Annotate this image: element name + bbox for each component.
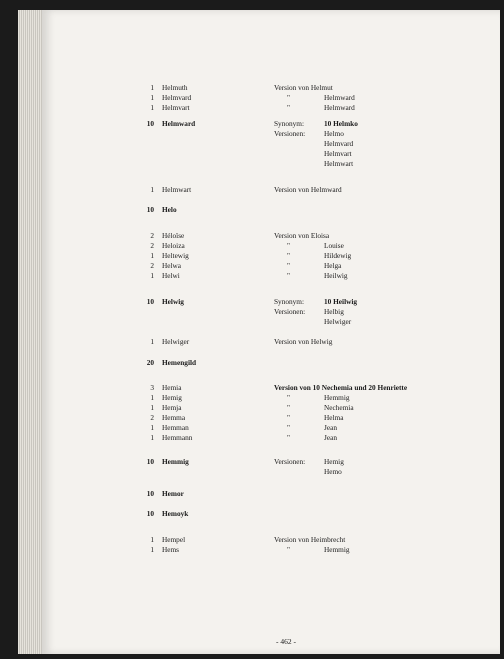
book (18, 10, 500, 654)
entry-info: " (287, 103, 290, 112)
entry-frequency: 1 (150, 535, 154, 544)
entry-value: Hemmig (324, 545, 350, 554)
entry-name: Helwig (162, 297, 184, 306)
entry-name: Hemja (162, 403, 182, 412)
entry-name: Helmwart (162, 185, 192, 194)
entry-name: Hemengild (162, 358, 197, 367)
entry-value: Helmward (324, 103, 355, 112)
entry-frequency: 1 (150, 403, 154, 412)
entry-info: Version von Eloisa (274, 231, 330, 240)
entry-value: Helmo (324, 129, 344, 138)
page-number: - 462 - (276, 637, 296, 646)
entry-frequency: 2 (150, 231, 154, 240)
entry-frequency: 10 (146, 205, 154, 214)
entry-info: Version von 10 Nechemia und 20 Henriette (274, 383, 408, 392)
entry-frequency: 1 (150, 433, 154, 442)
page-edges (18, 10, 42, 654)
entry-row (42, 102, 500, 113)
entry-frequency: 20 (146, 358, 154, 367)
entry-info: " (287, 241, 290, 250)
entry-frequency: 3 (150, 383, 154, 392)
entry-row (42, 432, 500, 443)
entry-frequency: 10 (146, 457, 154, 466)
entry-row (42, 544, 500, 555)
entry-row (42, 336, 500, 347)
entry-value: Hildewig (324, 251, 352, 260)
entry-frequency: 1 (150, 423, 154, 432)
entry-info: " (287, 545, 290, 554)
entry-name: Helmvard (162, 93, 192, 102)
entry-name: Hemma (162, 413, 186, 422)
entry-name: Hemman (162, 423, 189, 432)
entry-frequency: 10 (146, 509, 154, 518)
entry-row (42, 466, 500, 477)
entry-value: Heilwig (324, 271, 348, 280)
entry-info: " (287, 433, 290, 442)
entry-info: " (287, 423, 290, 432)
entry-frequency: 1 (150, 271, 154, 280)
entry-name: Heloiza (162, 241, 185, 250)
book-page (42, 10, 500, 654)
entry-frequency: 2 (150, 261, 154, 270)
entry-value: Helmvard (324, 139, 354, 148)
entry-value: Jean (324, 423, 337, 432)
name-entries (42, 10, 500, 654)
entry-row (42, 508, 500, 519)
entry-value: Helwiger (324, 317, 352, 326)
entry-value: Helga (324, 261, 342, 270)
entry-value: Jean (324, 433, 337, 442)
entry-frequency: 1 (150, 93, 154, 102)
entry-row (42, 270, 500, 281)
entry-value: Hemo (324, 467, 342, 476)
entry-info: Version von Helwig (274, 337, 333, 346)
entry-info: Version von Helmward (274, 185, 342, 194)
entry-name: Hemoyk (162, 509, 189, 518)
entry-info: Synonym: (274, 297, 305, 306)
entry-name: Helwi (162, 271, 180, 280)
entry-value: Louise (324, 241, 344, 250)
entry-frequency: 2 (150, 413, 154, 422)
entry-value: Helmvart (324, 149, 352, 158)
entry-info: Version von Heimbrecht (274, 535, 346, 544)
entry-value: Helmward (324, 93, 355, 102)
entry-info: " (287, 251, 290, 260)
entry-frequency: 10 (146, 489, 154, 498)
entry-info: Versionen: (274, 457, 306, 466)
entry-name: Hempel (162, 535, 186, 544)
entry-info: " (287, 261, 290, 270)
entry-row (42, 357, 500, 368)
entry-row (42, 184, 500, 195)
entry-value: Hemig (324, 457, 344, 466)
entry-info: Versionen: (274, 129, 306, 138)
entry-name: Helwa (162, 261, 182, 270)
entry-name: Helmvart (162, 103, 190, 112)
entry-frequency: 1 (150, 83, 154, 92)
entry-info: " (287, 403, 290, 412)
entry-row (42, 158, 500, 169)
entry-frequency: 1 (150, 103, 154, 112)
entry-info: Synonym: (274, 119, 305, 128)
entry-name: Héloïse (162, 231, 185, 240)
entry-name: Hems (162, 545, 180, 554)
entry-info: " (287, 393, 290, 402)
entry-value: Helbig (324, 307, 344, 316)
entry-frequency: 10 (146, 297, 154, 306)
entry-name: Hemmig (162, 457, 189, 466)
entry-row (42, 204, 500, 215)
entry-row (42, 316, 500, 327)
entry-name: Hemia (162, 383, 182, 392)
entry-name: Helwiger (162, 337, 190, 346)
entry-frequency: 1 (150, 185, 154, 194)
entry-value: 10 Heilwig (324, 297, 358, 306)
entry-info: Version von Helmut (274, 83, 333, 92)
entry-frequency: 10 (146, 119, 154, 128)
entry-name: Helmuth (162, 83, 188, 92)
entry-frequency: 1 (150, 251, 154, 260)
entry-info: " (287, 93, 290, 102)
entry-frequency: 1 (150, 393, 154, 402)
entry-frequency: 1 (150, 337, 154, 346)
entry-frequency: 2 (150, 241, 154, 250)
entry-name: Hemor (162, 489, 184, 498)
entry-info: Versionen: (274, 307, 306, 316)
entry-info: " (287, 413, 290, 422)
entry-value: 10 Helmko (324, 119, 358, 128)
entry-value: Helmwart (324, 159, 354, 168)
entry-value: Nechemia (324, 403, 354, 412)
entry-name: Heltewig (162, 251, 189, 260)
entry-name: Hemig (162, 393, 182, 402)
entry-name: Hemmann (162, 433, 193, 442)
entry-value: Helma (324, 413, 344, 422)
entry-name: Helo (162, 205, 177, 214)
page-footer (42, 637, 500, 646)
entry-value: Hemmig (324, 393, 350, 402)
entry-name: Helmward (162, 119, 196, 128)
entry-info: " (287, 271, 290, 280)
entry-frequency: 1 (150, 545, 154, 554)
entry-row (42, 488, 500, 499)
